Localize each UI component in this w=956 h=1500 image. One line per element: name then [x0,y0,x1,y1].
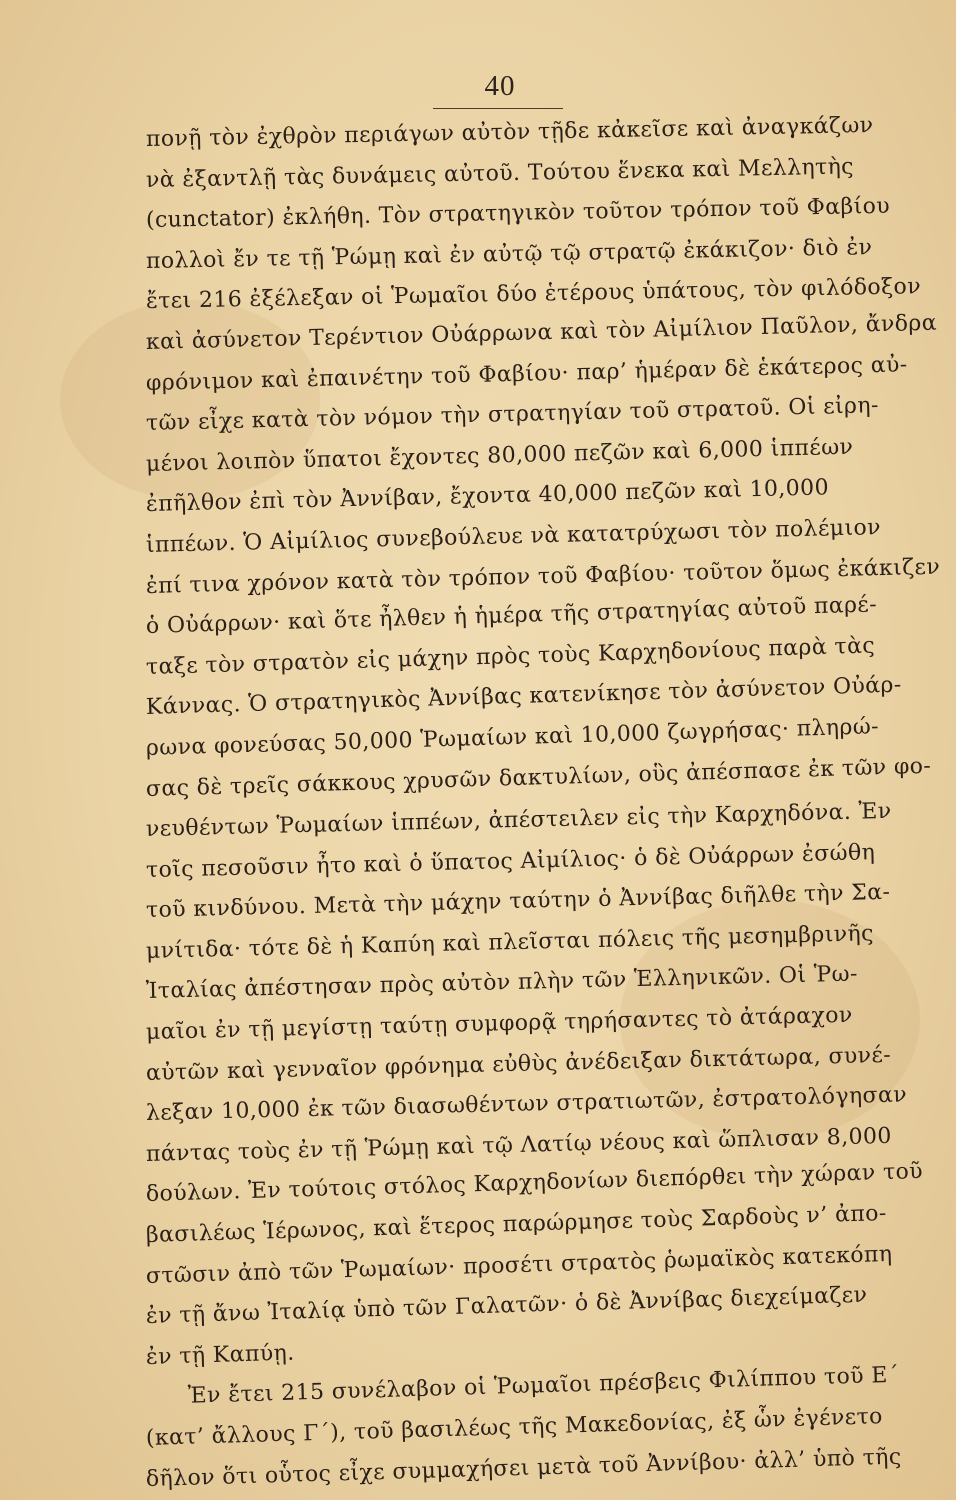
text-line: νὰ ἐξαντλῇ τὰς δυνάμεις αὐτοῦ. Τούτου ἕνεκα καὶ Μελλητὴς [145,154,855,193]
text-line: τοῖς πεσοῦσιν ἦτο καὶ ὁ ὕπατος Αἰμίλιος· ὁ δὲ Οὐάρρων ἐσώθη [145,839,876,883]
page-number: 40 [484,70,516,102]
text-line: μαῖοι ἐν τῇ μεγίστῃ ταύτῃ συμφορᾷ τηρήσαντες τὸ ἀτάραχον [145,1002,853,1046]
text-line: νευθέντων Ῥωμαίων ἱππέων, ἀπέστειλεν εἰς τὴν Καρχηδόνα. Ἐν [145,798,892,843]
text-line: τοῦ κινδύνου. Μετὰ τὴν μάχην ταύτην ὁ Ἀννίβας διῆλθε τὴν Σα- [145,880,891,924]
text-line: δῆλον ὅτι οὗτος εἶχε συμμαχήσει μετὰ τοῦ Ἀννίβου· ἀλλ’ ὑπὸ τῆς [145,1444,902,1492]
text-line: δούλων. Ἐν τούτοις στόλος Καρχηδονίων διεπόρθει τὴν χώραν τοῦ [145,1159,924,1208]
text-line: ἐπῆλθον ἐπὶ τὸν Ἀννίβαν, ἔχοντα 40,000 πεζῶν καὶ 10,000 [145,475,830,518]
text-line: μένοι λοιπὸν ὕπατοι ἔχοντες 80,000 πεζῶν καὶ 6,000 ἱππέων [145,434,854,477]
text-line: αὐτῶν καὶ γενναῖον φρόνημα εὐθὺς ἀνέδειξαν δικτάτωρα, συνέ- [145,1042,892,1086]
text-line: καὶ ἀσύνετον Τερέντιον Οὐάρρωνα καὶ τὸν Αἰμίλιον Παῦλον, ἄνδρα [145,310,938,355]
text-line: πονῇ τὸν ἐχθρὸν περιάγων αὐτὸν τῇδε κἀκεῖσε καὶ ἀναγκάζων [145,113,874,152]
text-line: (κατ’ ἄλλους Γ΄), τοῦ βασιλέως τῆς Μακεδονίας, ἐξ ὧν ἐγένετο [145,1404,884,1451]
text-line: ἐπί τινα χρόνον κατὰ τὸν τρόπον τοῦ Φαβίου· τοῦτον ὅμως ἐκάκιζεν [145,554,941,599]
text-line: βασιλέως Ἱέρωνος, καὶ ἕτερος παρώρμησε τοὺς Σαρδοὺς ν’ ἀπο- [145,1201,887,1249]
body-text [145,113,941,1500]
text-line: φρόνιμον καὶ ἐπαινέτην τοῦ Φαβίου· παρ’ ἡμέραν δὲ ἑκάτερος αὐ- [145,351,908,396]
header-rule [433,108,563,109]
text-line: πολλοὶ ἔν τε τῇ Ῥώμῃ καὶ ἐν αὐτῷ τῷ στρατῷ ἐκάκιζον· διὸ ἐν [145,234,873,274]
text-line: ὁ Οὐάρρων· καὶ ὅτε ἦλθεν ἡ ἡμέρα τῆς στρατηγίας αὐτοῦ παρέ- [145,592,878,640]
text-line: ταξε τὸν στρατὸν εἰς μάχην πρὸς τοὺς Καρχηδονίους παρὰ τὰς [145,633,876,680]
text-line: ἔτει 216 ἐξέλεξαν οἱ Ῥωμαῖοι δύο ἑτέρους ὑπάτους, τὸν φιλόδοξον [145,274,922,315]
text-line: Ἰταλίας ἀπέστησαν πρὸς αὐτὸν πλὴν τῶν Ἑλληνικῶν. Οἱ Ῥω- [145,962,859,1005]
text-line: ἱππέων. Ὁ Αἰμίλιος συνεβούλευε νὰ κατατρύχωσι τὸν πολέμιον [145,514,882,558]
text-line: ἐν τῇ ἄνω Ἰταλίᾳ ὑπὸ τῶν Γαλατῶν· ὁ δὲ Ἀννίβας διεχείμαζεν [145,1282,868,1330]
text-line: στῶσιν ἀπὸ τῶν Ῥωμαίων· προσέτι στρατὸς ῥωμαϊκὸς κατεκόπη [145,1241,893,1289]
text-line: ρωνα φονεύσας 50,000 Ῥωμαίων καὶ 10,000 ζωγρήσας· πληρώ- [145,714,880,761]
text-line: τῶν εἶχε κατὰ τὸν νόμον τὴν στρατηγίαν τοῦ στρατοῦ. Οἱ εἰρη- [145,393,880,437]
text-line: Κάννας. Ὁ στρατηγικὸς Ἀννίβας κατενίκησε τὸν ἀσύνετον Οὐάρ- [145,672,903,721]
text-line: σας δὲ τρεῖς σάκκους χρυσῶν δακτυλίων, οὓς ἀπέσπασε ἐκ τῶν φο- [145,753,932,802]
text-line: ἐν τῇ Καπύῃ. [145,1340,295,1370]
text-line: λεξαν 10,000 ἐκ τῶν διασωθέντων στρατιωτῶν, ἐστρατολόγησαν [145,1082,908,1127]
text-line: Ἐν ἔτει 215 συνέλαβον οἱ Ῥωμαῖοι πρέσβεις Φιλίππου τοῦ Ε΄ [187,1363,900,1410]
text-line: (cunctator) ἐκλήθη. Τὸν στρατηγικὸν τοῦτον τρόπον τοῦ Φαβίου [145,193,891,234]
text-line: μνίτιδα· τότε δὲ ἡ Καπύη καὶ πλεῖσται πόλεις τῆς μεσημβρινῆς [145,921,875,964]
text-line: πάντας τοὺς ἐν τῇ Ῥώμῃ καὶ τῷ Λατίῳ νέους καὶ ὥπλισαν 8,000 [145,1123,893,1167]
